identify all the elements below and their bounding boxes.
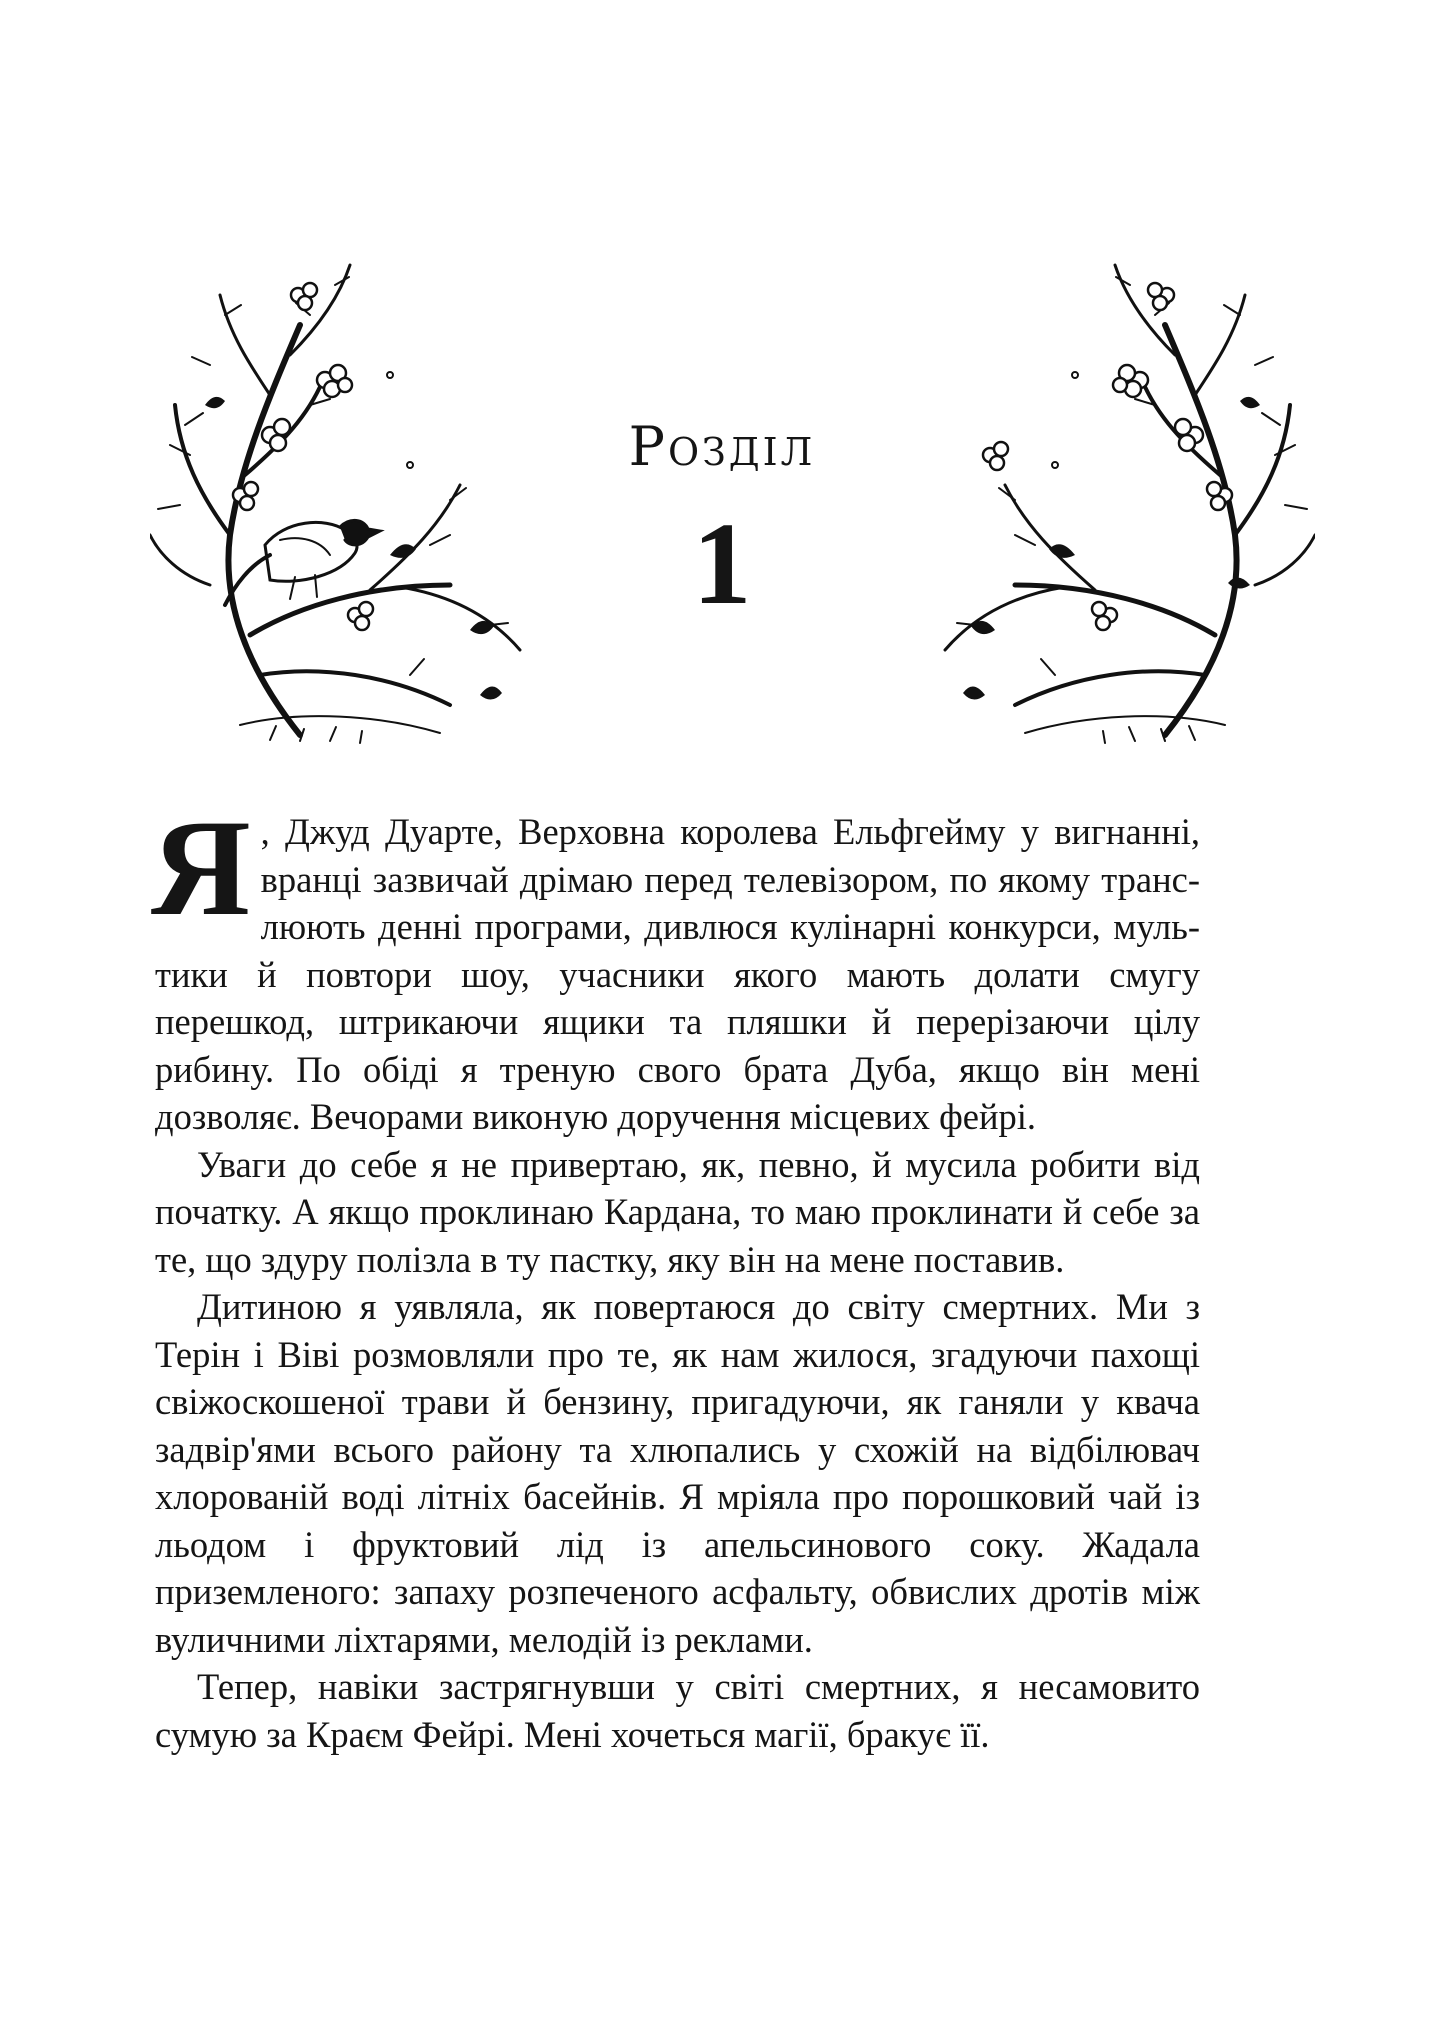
paragraph-2: Уваги до себе я не привертаю, як, певно, й мусила робити від початку. А якщо проклинаю Кардана, то маю проклинати й себе за те, що здуру полізла в ту пастку, яку він на мене поставив.	[155, 1143, 1200, 1280]
paragraph-1	[151, 791, 1200, 1141]
paragraph-4: Тепер, навіки застрягнувши у світі смертних, я несамовито сумую за Краєм Фейрі. Мені хочеться магії, бракує її.	[155, 1666, 1200, 1755]
drop-cap: Я	[151, 791, 251, 944]
chapter-label: Розділ	[628, 415, 816, 478]
chapter-body	[151, 791, 1200, 1758]
chapter-number: 1	[692, 498, 752, 629]
winter-branch-icon	[870, 255, 1315, 745]
paragraph-1-text: , Джуд Дуарте, Верховна королева Ельфгейму у вигнанні, вранці зазвичай дрімаю перед телевізором, по якому транслюють денні програми, дивлюся кулінарні конкурси, мультики й повтори шоу, учасники якого мають долати смугу перешкод, штрикаючи ящики та пляшки й перерізаючи цілу рибину. По обіді я треную свого брата Дуба, якщо він мені дозволяє. Вечорами виконую доручення місцевих фейрі.	[155, 811, 1200, 1137]
winter-branch-with-bird-icon	[150, 255, 595, 745]
paragraph-3: Дитиною я уявляла, як повертаюся до світу смертних. Ми з Терін і Віві розмовляли про те, як нам жилося, згадуючи пахощі свіжоскошеної трави й бензину, пригадуючи, як ганяли у квача задвір'ями всього району та хлюпались у схожій на відбілювач хлорованій воді літніх басейнів. Я мріяла про порошковий чай із льодом і фруктовий лід із апельсинового соку. Жадала приземленого: запаху розпеченого асфальту, обвислих дротів між вуличними ліхтарями, мелодій із реклами.	[155, 1286, 1200, 1660]
